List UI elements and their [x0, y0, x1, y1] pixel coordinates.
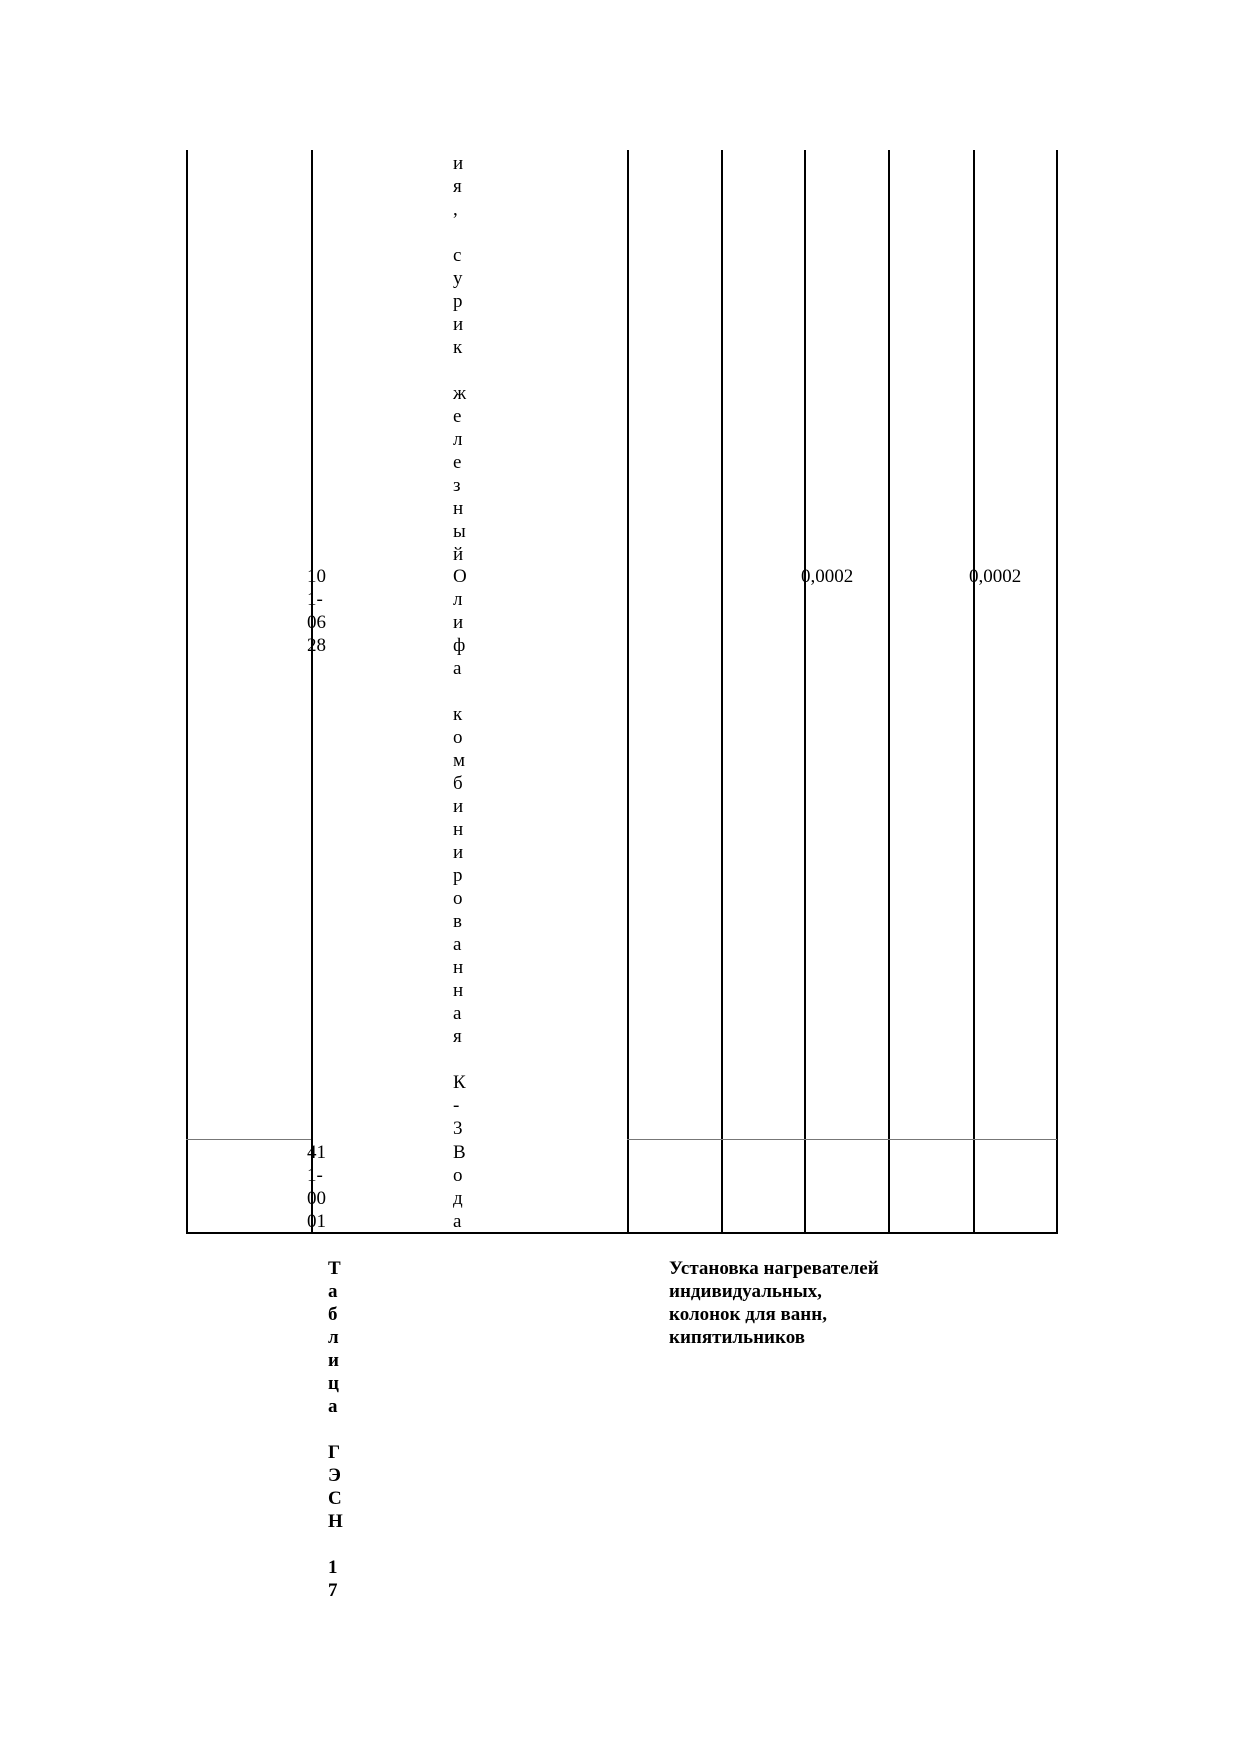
row-separator: [186, 1139, 311, 1140]
row2-code: 41 1- 00 01: [307, 1142, 326, 1232]
table-divider: [627, 150, 629, 1234]
table-divider: [311, 150, 313, 1234]
row1-value-a: 0,0002: [801, 566, 854, 587]
table-divider: [721, 150, 723, 1234]
row1-name: О л и ф а к о м б и н и р о в а н н а я К - 3: [453, 566, 467, 1139]
table-border-left: [186, 150, 188, 1234]
section-title: Установка нагревателей индивидуальных, колонок для ванн, кипятильников: [669, 1258, 879, 1348]
table-border-right: [1056, 150, 1058, 1234]
row1-name-continuation: и я , с у р и к ж е л е з н ы й: [453, 153, 467, 565]
table-divider: [804, 150, 806, 1234]
table-divider: [888, 150, 890, 1234]
row1-value-b: 0,0002: [969, 566, 1022, 587]
row1-code: 10 1- 06 28: [307, 566, 326, 656]
table-divider: [973, 150, 975, 1234]
row2-name: В о д а: [453, 1142, 466, 1232]
row-separator: [627, 1139, 1057, 1140]
table-label: Т а б л и ц а Г Э С Н 1 7: [328, 1258, 343, 1601]
